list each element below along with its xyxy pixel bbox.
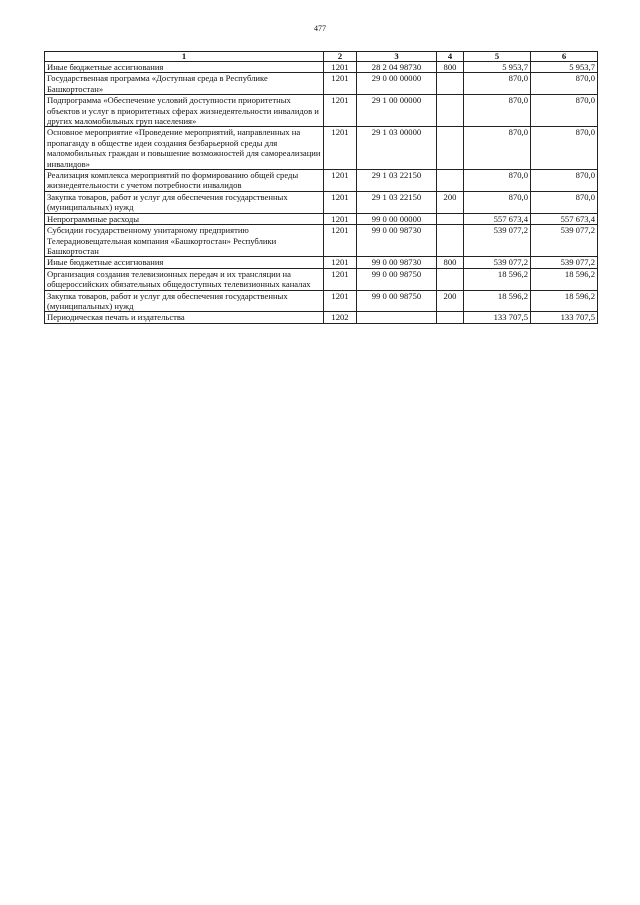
row-type: 800: [437, 62, 464, 73]
row-section: 1201: [324, 290, 357, 312]
row-amount-1: 870,0: [464, 191, 531, 213]
table-row: [45, 268, 598, 290]
row-type: [437, 312, 464, 323]
row-section: 1201: [324, 213, 357, 224]
row-type: [437, 170, 464, 192]
row-code: 29 1 03 00000: [357, 127, 437, 170]
row-section: 1201: [324, 62, 357, 73]
row-type: 200: [437, 191, 464, 213]
row-type: [437, 225, 464, 257]
row-name: Подпрограмма «Обеспечение условий доступности приоритетных объектов и услуг в приоритетных сферах жизнедеятельности инвалидов и других маломобильных груп населения»: [45, 95, 324, 127]
row-name: Иные бюджетные ассигнования: [45, 257, 324, 268]
row-code: 29 1 03 22150: [357, 191, 437, 213]
row-section: 1201: [324, 170, 357, 192]
row-code: 99 0 00 98730: [357, 225, 437, 257]
table-row: [45, 170, 598, 192]
row-code: 29 1 00 00000: [357, 95, 437, 127]
row-name: Реализация комплекса мероприятий по формированию общей среды жизнедеятельности с учетом потребности инвалидов: [45, 170, 324, 192]
row-type: 800: [437, 257, 464, 268]
row-code: 29 0 00 00000: [357, 73, 437, 95]
row-name: Иные бюджетные ассигнования: [45, 62, 324, 73]
row-section: 1201: [324, 225, 357, 257]
row-amount-2: 539 077,2: [531, 225, 598, 257]
row-section: 1202: [324, 312, 357, 323]
budget-table: [44, 51, 598, 324]
row-name: Государственная программа «Доступная среда в Республике Башкортостан»: [45, 73, 324, 95]
table-row: [45, 257, 598, 268]
row-amount-2: 18 596,2: [531, 290, 598, 312]
row-amount-1: 539 077,2: [464, 257, 531, 268]
table-row: [45, 290, 598, 312]
row-code: 99 0 00 98750: [357, 290, 437, 312]
row-type: [437, 73, 464, 95]
table-row: [45, 127, 598, 170]
page-number: 477: [314, 24, 326, 33]
row-amount-1: 870,0: [464, 127, 531, 170]
row-amount-2: 870,0: [531, 73, 598, 95]
row-code: 99 0 00 00000: [357, 213, 437, 224]
row-code: 99 0 00 98730: [357, 257, 437, 268]
row-name: Закупка товаров, работ и услуг для обеспечения государственных (муниципальных) нужд: [45, 290, 324, 312]
row-amount-1: 870,0: [464, 170, 531, 192]
column-header: 1: [45, 52, 324, 62]
table-header-row: [45, 52, 598, 62]
table-row: [45, 62, 598, 73]
row-type: 200: [437, 290, 464, 312]
table-row: [45, 95, 598, 127]
column-header: 4: [437, 52, 464, 62]
row-section: 1201: [324, 191, 357, 213]
column-header: 5: [464, 52, 531, 62]
row-amount-2: 870,0: [531, 95, 598, 127]
row-name: Периодическая печать и издательства: [45, 312, 324, 323]
row-amount-1: 5 953,7: [464, 62, 531, 73]
row-amount-2: 5 953,7: [531, 62, 598, 73]
row-code: [357, 312, 437, 323]
row-name: Закупка товаров, работ и услуг для обеспечения государственных (муниципальных) нужд: [45, 191, 324, 213]
row-name: Организация создания телевизионных передач и их трансляции на общероссийских обязательных общедоступных телевизионных каналах: [45, 268, 324, 290]
row-amount-2: 870,0: [531, 191, 598, 213]
row-section: 1201: [324, 257, 357, 268]
row-amount-1: 539 077,2: [464, 225, 531, 257]
row-amount-1: 18 596,2: [464, 290, 531, 312]
row-amount-1: 870,0: [464, 95, 531, 127]
row-section: 1201: [324, 127, 357, 170]
row-type: [437, 127, 464, 170]
table-row: [45, 191, 598, 213]
row-amount-2: 870,0: [531, 170, 598, 192]
row-code: 28 2 04 98730: [357, 62, 437, 73]
row-amount-2: 18 596,2: [531, 268, 598, 290]
column-header: 6: [531, 52, 598, 62]
row-amount-1: 557 673,4: [464, 213, 531, 224]
row-section: 1201: [324, 73, 357, 95]
row-amount-2: 539 077,2: [531, 257, 598, 268]
row-code: 99 0 00 98750: [357, 268, 437, 290]
row-amount-2: 557 673,4: [531, 213, 598, 224]
row-type: [437, 95, 464, 127]
table-row: [45, 73, 598, 95]
row-name: Непрограммные расходы: [45, 213, 324, 224]
column-header: 2: [324, 52, 357, 62]
row-amount-2: 133 707,5: [531, 312, 598, 323]
row-amount-2: 870,0: [531, 127, 598, 170]
row-type: [437, 213, 464, 224]
row-amount-1: 870,0: [464, 73, 531, 95]
row-type: [437, 268, 464, 290]
row-section: 1201: [324, 95, 357, 127]
table-row: [45, 225, 598, 257]
row-section: 1201: [324, 268, 357, 290]
row-name: Основное мероприятие «Проведение мероприятий, направленных на пропаганду в обществе идеи создания безбарьерной среды для маломобильных граждан и повышение возможностей для самореализации инвалидов»: [45, 127, 324, 170]
table-row: [45, 213, 598, 224]
row-amount-1: 133 707,5: [464, 312, 531, 323]
row-code: 29 1 03 22150: [357, 170, 437, 192]
column-header: 3: [357, 52, 437, 62]
row-amount-1: 18 596,2: [464, 268, 531, 290]
row-name: Субсидии государственному унитарному предприятию Телерадиовещательная компания «Башкортостан» Республики Башкортостан: [45, 225, 324, 257]
table-row: [45, 312, 598, 323]
